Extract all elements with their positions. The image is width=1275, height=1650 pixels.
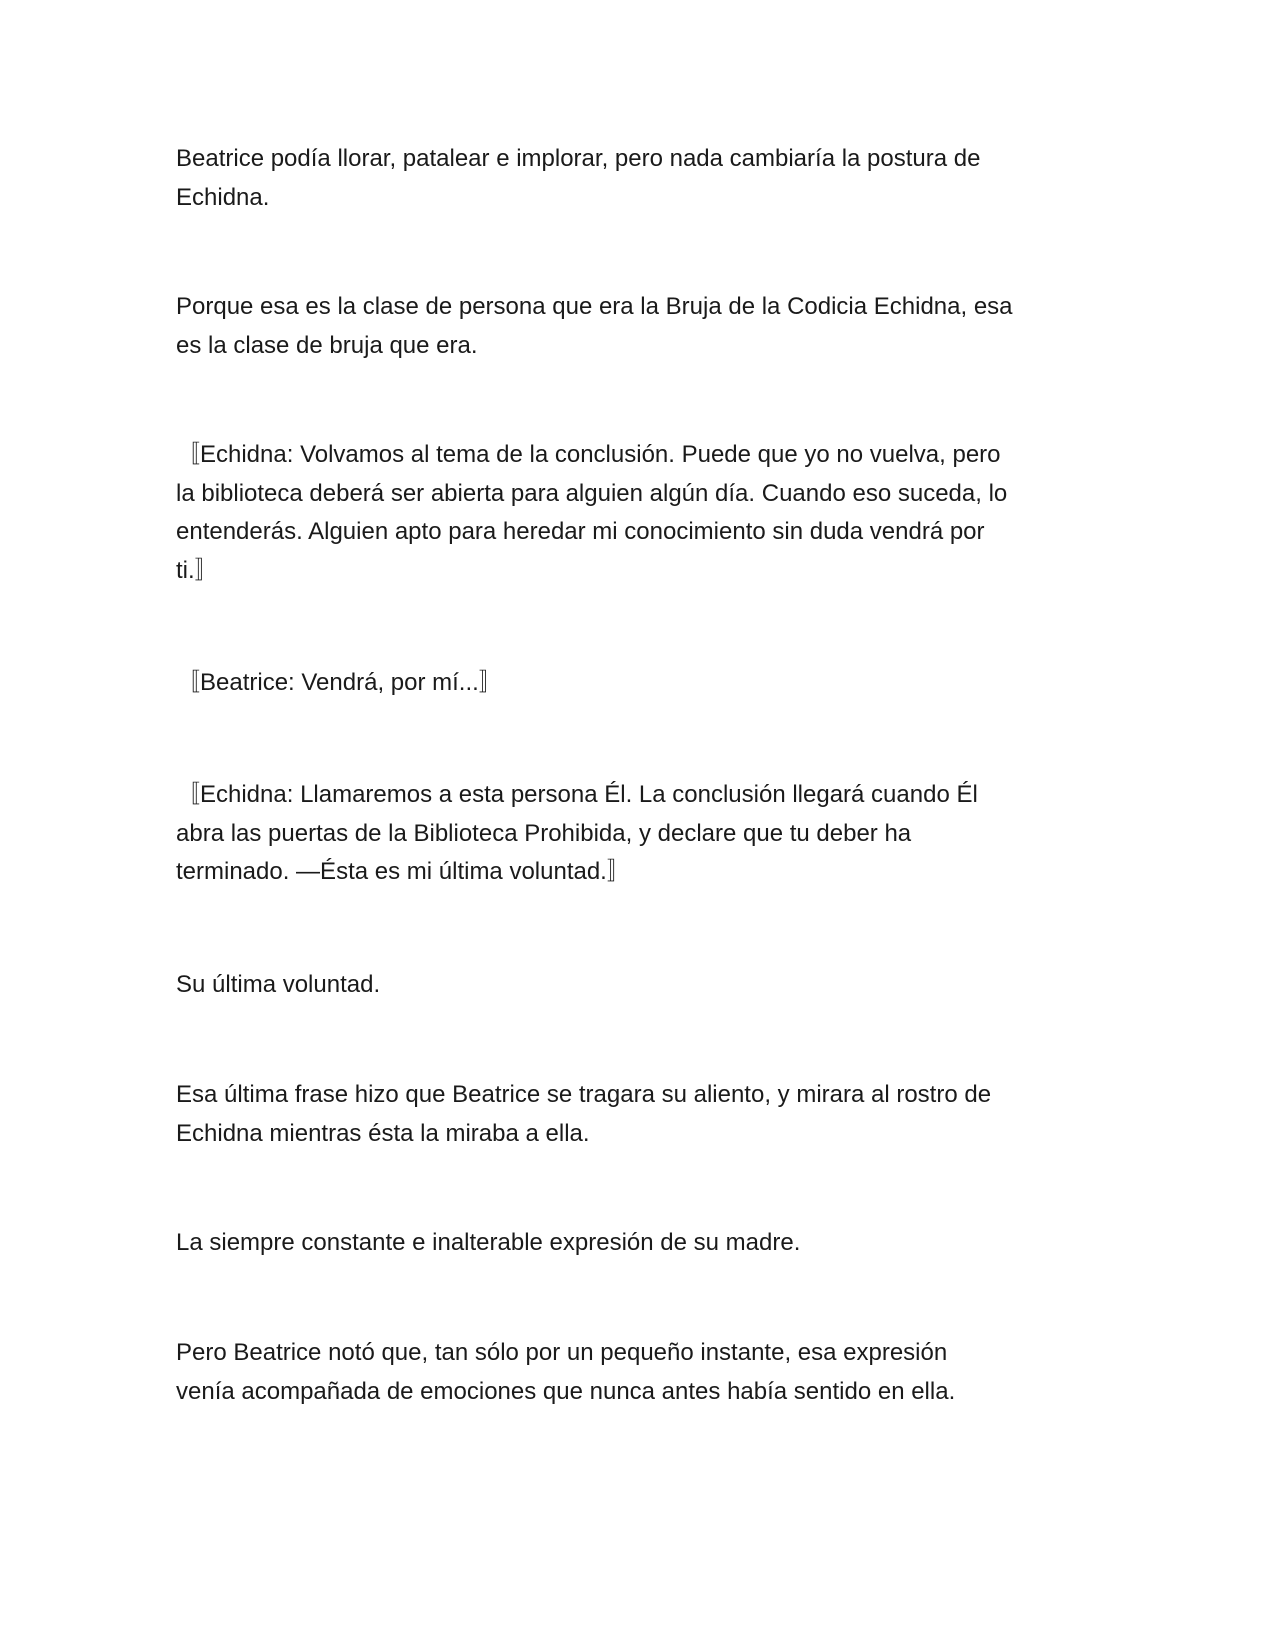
paragraph-8: La siempre constante e inalterable expresión de su madre.	[176, 1229, 801, 1256]
paragraph-7: Esa última frase hizo que Beatrice se tragara su aliento, y mirara al rostro de Echidna mientras ésta la miraba a ella.	[176, 1081, 992, 1147]
paragraph-1: Beatrice podía llorar, patalear e implorar, pero nada cambiaría la postura de Echidna.	[176, 145, 981, 211]
paragraph-9: Pero Beatrice notó que, tan sólo por un pequeño instante, esa expresión venía acompañada de emociones que nunca antes había sentido en ella.	[176, 1339, 956, 1405]
paragraph-4: 〚Beatrice: Vendrá, por mí...〛	[176, 669, 503, 696]
paragraph-3: 〚Echidna: Volvamos al tema de la conclusión. Puede que yo no vuelva, pero la biblioteca deberá ser abierta para alguien algún día. Cuando eso suceda, lo entenderás. Alguien apto para heredar mi conocimiento sin duda vendrá por ti.〛	[176, 441, 1008, 584]
paragraph-2: Porque esa es la clase de persona que era la Bruja de la Codicia Echidna, esa es la clase de bruja que era.	[176, 293, 1013, 359]
paragraph-6: Su última voluntad.	[176, 971, 381, 998]
paragraph-5: 〚Echidna: Llamaremos a esta persona Él. La conclusión llegará cuando Él abra las puertas de la Biblioteca Prohibida, y declare que tu deber ha terminado. —Ésta es mi última voluntad.〛	[176, 781, 978, 885]
